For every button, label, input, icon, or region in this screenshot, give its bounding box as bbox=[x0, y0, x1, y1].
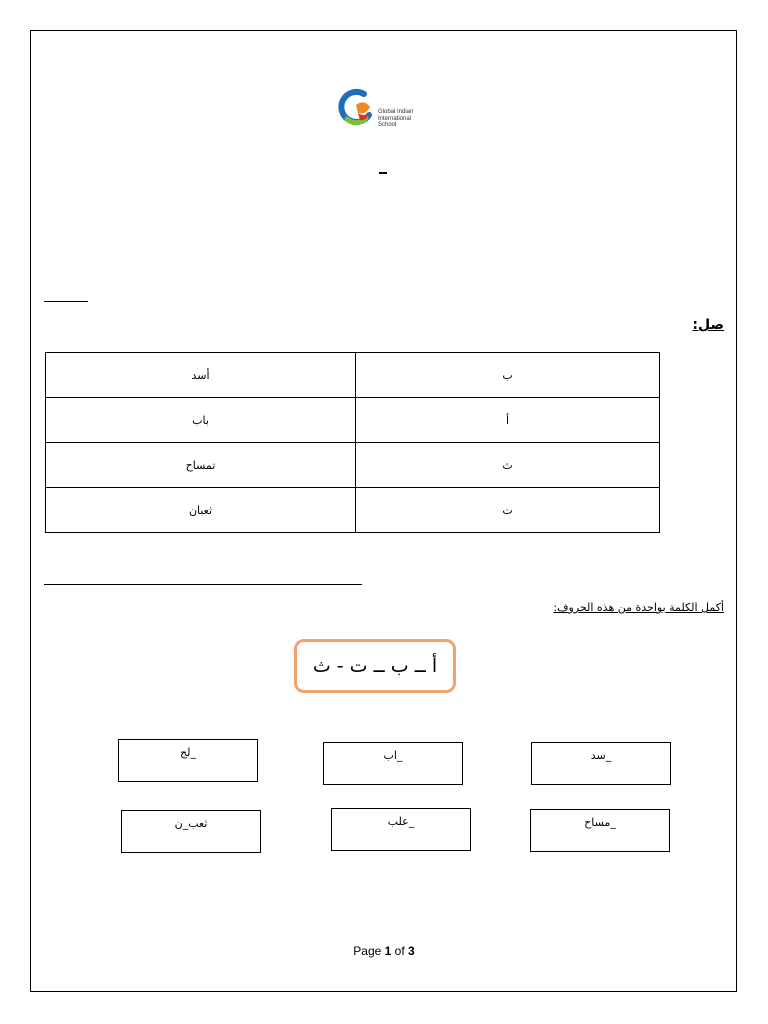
table-row bbox=[46, 443, 660, 488]
word-cell: أسد bbox=[46, 353, 356, 398]
table-row bbox=[46, 398, 660, 443]
word-box: _اب bbox=[323, 742, 463, 785]
word-box: _سد bbox=[531, 742, 671, 785]
school-logo bbox=[336, 85, 446, 131]
complete-instruction: أكمل الكلمة بواحدة من هذه الحروف: bbox=[553, 601, 724, 614]
word-cell: باب bbox=[46, 398, 356, 443]
letter-cell: أ bbox=[356, 398, 660, 443]
letters-box: أ ــ ب ــ ت - ث bbox=[294, 639, 456, 693]
current-page: 1 bbox=[384, 944, 392, 958]
letter-cell: ب bbox=[356, 353, 660, 398]
letter-cell: ت bbox=[356, 488, 660, 533]
table-row bbox=[46, 353, 660, 398]
school-logo-icon bbox=[336, 85, 376, 131]
answer-line bbox=[44, 584, 362, 585]
divider-line bbox=[44, 301, 88, 302]
header-dash bbox=[379, 172, 387, 174]
total-pages: 3 bbox=[408, 944, 415, 958]
letter-cell: ث bbox=[356, 443, 660, 488]
matching-table bbox=[45, 352, 660, 533]
page-label: Page bbox=[353, 944, 382, 958]
of-label: of bbox=[394, 944, 405, 958]
word-box: ثعب_ن bbox=[121, 810, 261, 853]
page-number bbox=[0, 944, 768, 958]
word-cell: ثعبان bbox=[46, 488, 356, 533]
word-box: _علب bbox=[331, 808, 471, 851]
word-box: _مساح bbox=[530, 809, 670, 852]
connect-instruction: صل: bbox=[692, 317, 724, 333]
school-logo-text: Global Indian International School bbox=[378, 109, 414, 129]
word-cell: تمساح bbox=[46, 443, 356, 488]
word-box: _لج bbox=[118, 739, 258, 782]
table-row bbox=[46, 488, 660, 533]
